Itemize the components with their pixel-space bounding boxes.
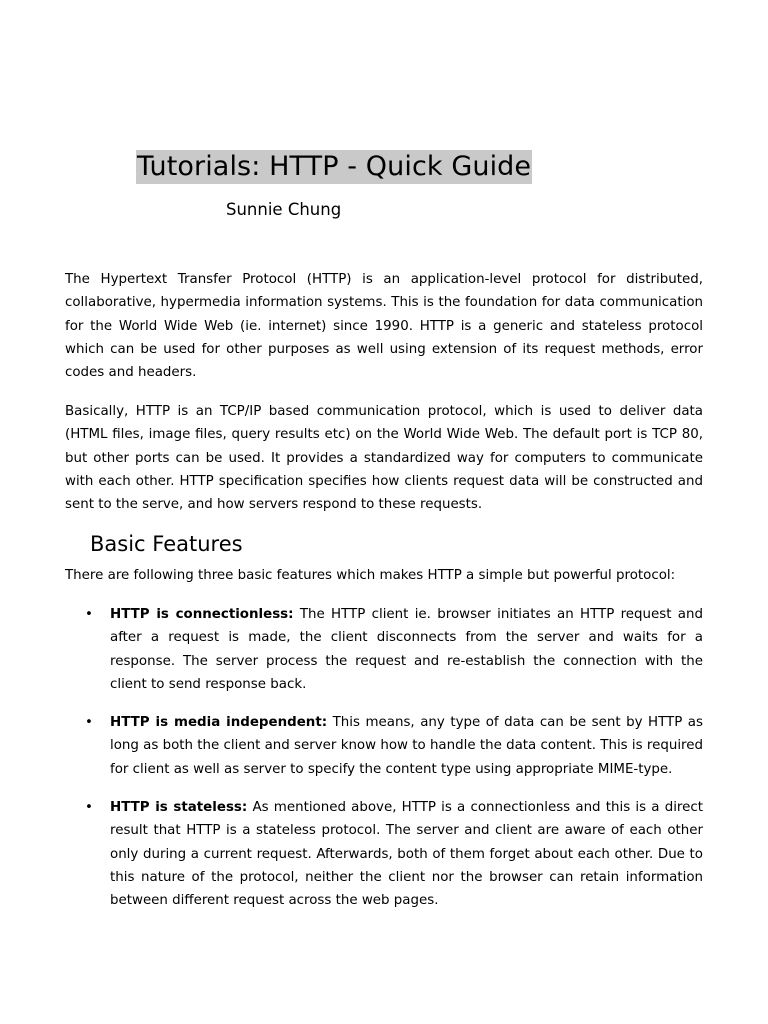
feature-term: HTTP is stateless: bbox=[110, 800, 248, 815]
feature-description: This means, any type of data can be sent by HTTP as long as both the client and server know how to handle the data content. This is required for client as well as server to specify the content type using appropriate MIME-type. bbox=[110, 715, 703, 777]
overview-paragraph: Basically, HTTP is an TCP/IP based communication protocol, which is used to deliver data (HTML files, image files, query results etc) on the World Wide Web. The default port is TCP 80, but other ports can be used. It provides a standardized way for computers to communicate with each other. HTTP specification specifies how clients request data will be constructed and sent to the serve, and how servers respond to these requests. bbox=[65, 404, 703, 513]
intro-paragraph: The Hypertext Transfer Protocol (HTTP) is an application-level protocol for distributed, collaborative, hypermedia information systems. This is the foundation for data communication for the World Wide Web (ie. internet) since 1990. HTTP is a generic and stateless protocol which can be used for other purposes as well using extension of its request methods, error codes and headers. bbox=[65, 272, 703, 381]
feature-description: As mentioned above, HTTP is a connectionless and this is a direct result that HTTP is a stateless protocol. The server and client are aware of each other only during a current request. Afterwards, both of them forget about each other. Due to this nature of the protocol, neither the client nor the browser can retain information between different request across the web pages. bbox=[110, 800, 703, 909]
bullet-icon: • bbox=[85, 800, 93, 815]
section-heading: Basic Features bbox=[90, 532, 243, 556]
bullet-icon: • bbox=[85, 715, 93, 730]
feature-term: HTTP is connectionless: bbox=[110, 607, 294, 622]
title-block bbox=[136, 150, 532, 184]
bullet-icon: • bbox=[85, 607, 93, 622]
feature-text bbox=[110, 796, 703, 912]
page-title: Tutorials: HTTP - Quick Guide bbox=[137, 151, 532, 182]
section-intro: There are following three basic features which makes HTTP a simple but powerful protocol: bbox=[65, 568, 676, 583]
feature-description: The HTTP client ie. browser initiates an HTTP request and after a request is made, the client disconnects from the server and waits for a response. The server process the request and re-establish the connection with the client to send response back. bbox=[110, 607, 703, 692]
feature-text bbox=[110, 711, 703, 781]
feature-text bbox=[110, 603, 703, 696]
author-name: Sunnie Chung bbox=[226, 200, 342, 219]
feature-term: HTTP is media independent: bbox=[110, 715, 328, 730]
